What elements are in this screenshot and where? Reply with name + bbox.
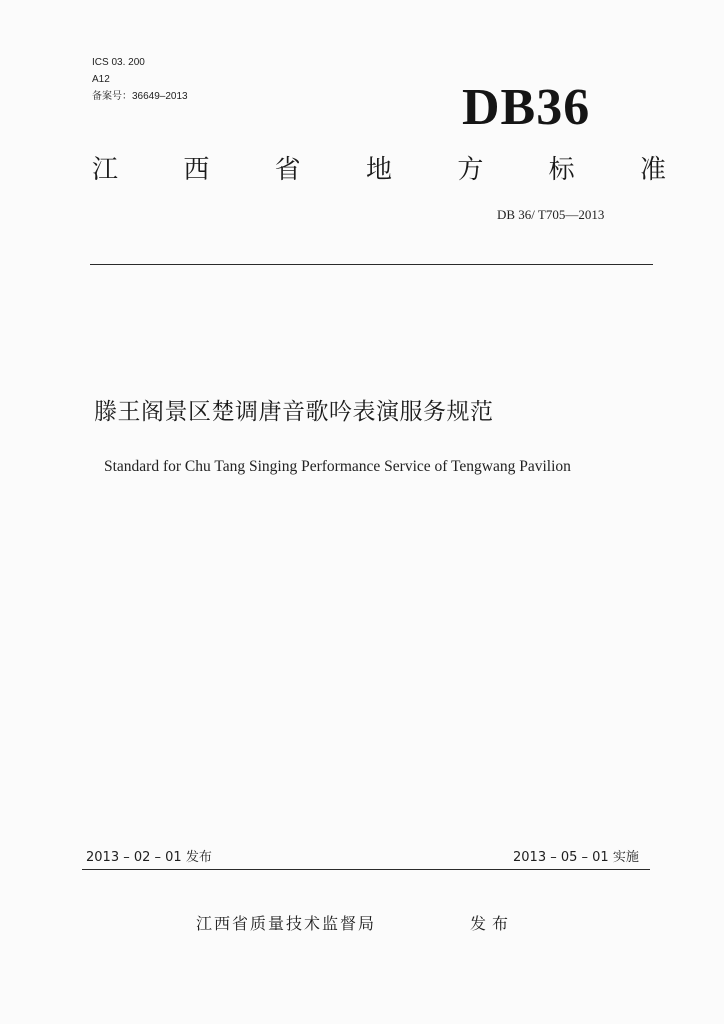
standard-type-char: 西 xyxy=(183,155,210,185)
standard-type-char: 方 xyxy=(457,155,484,185)
bottom-divider xyxy=(82,869,650,870)
standard-type-char: 准 xyxy=(639,155,666,185)
standard-type-char: 江 xyxy=(92,155,119,185)
issue-date: 2013 – 02 – 01 发布 xyxy=(86,850,212,865)
title-chinese: 滕王阁景区楚调唐音歌吟表演服务规范 xyxy=(94,399,494,425)
publisher-name: 江西省质量技术监督局 xyxy=(196,914,377,933)
standard-number: DB 36/ T705—2013 xyxy=(497,207,605,222)
record-number: 备案号：36649–2013 xyxy=(92,91,188,102)
standard-type-heading xyxy=(92,152,666,188)
top-divider xyxy=(90,264,653,265)
ccs-code: A12 xyxy=(92,74,110,85)
implementation-date: 2013 – 05 – 01 实施 xyxy=(513,850,639,865)
ics-code: ICS 03. 200 xyxy=(92,57,145,68)
db-code-logo: DB36 xyxy=(462,79,591,136)
title-english: Standard for Chu Tang Singing Performance Service of Tengwang Pavilion xyxy=(104,458,571,475)
publisher-action: 发布 xyxy=(470,914,515,933)
standard-type-char: 地 xyxy=(365,155,392,185)
classification-block xyxy=(92,54,188,105)
standard-type-char: 标 xyxy=(548,155,575,185)
standard-type-char: 省 xyxy=(274,155,301,185)
